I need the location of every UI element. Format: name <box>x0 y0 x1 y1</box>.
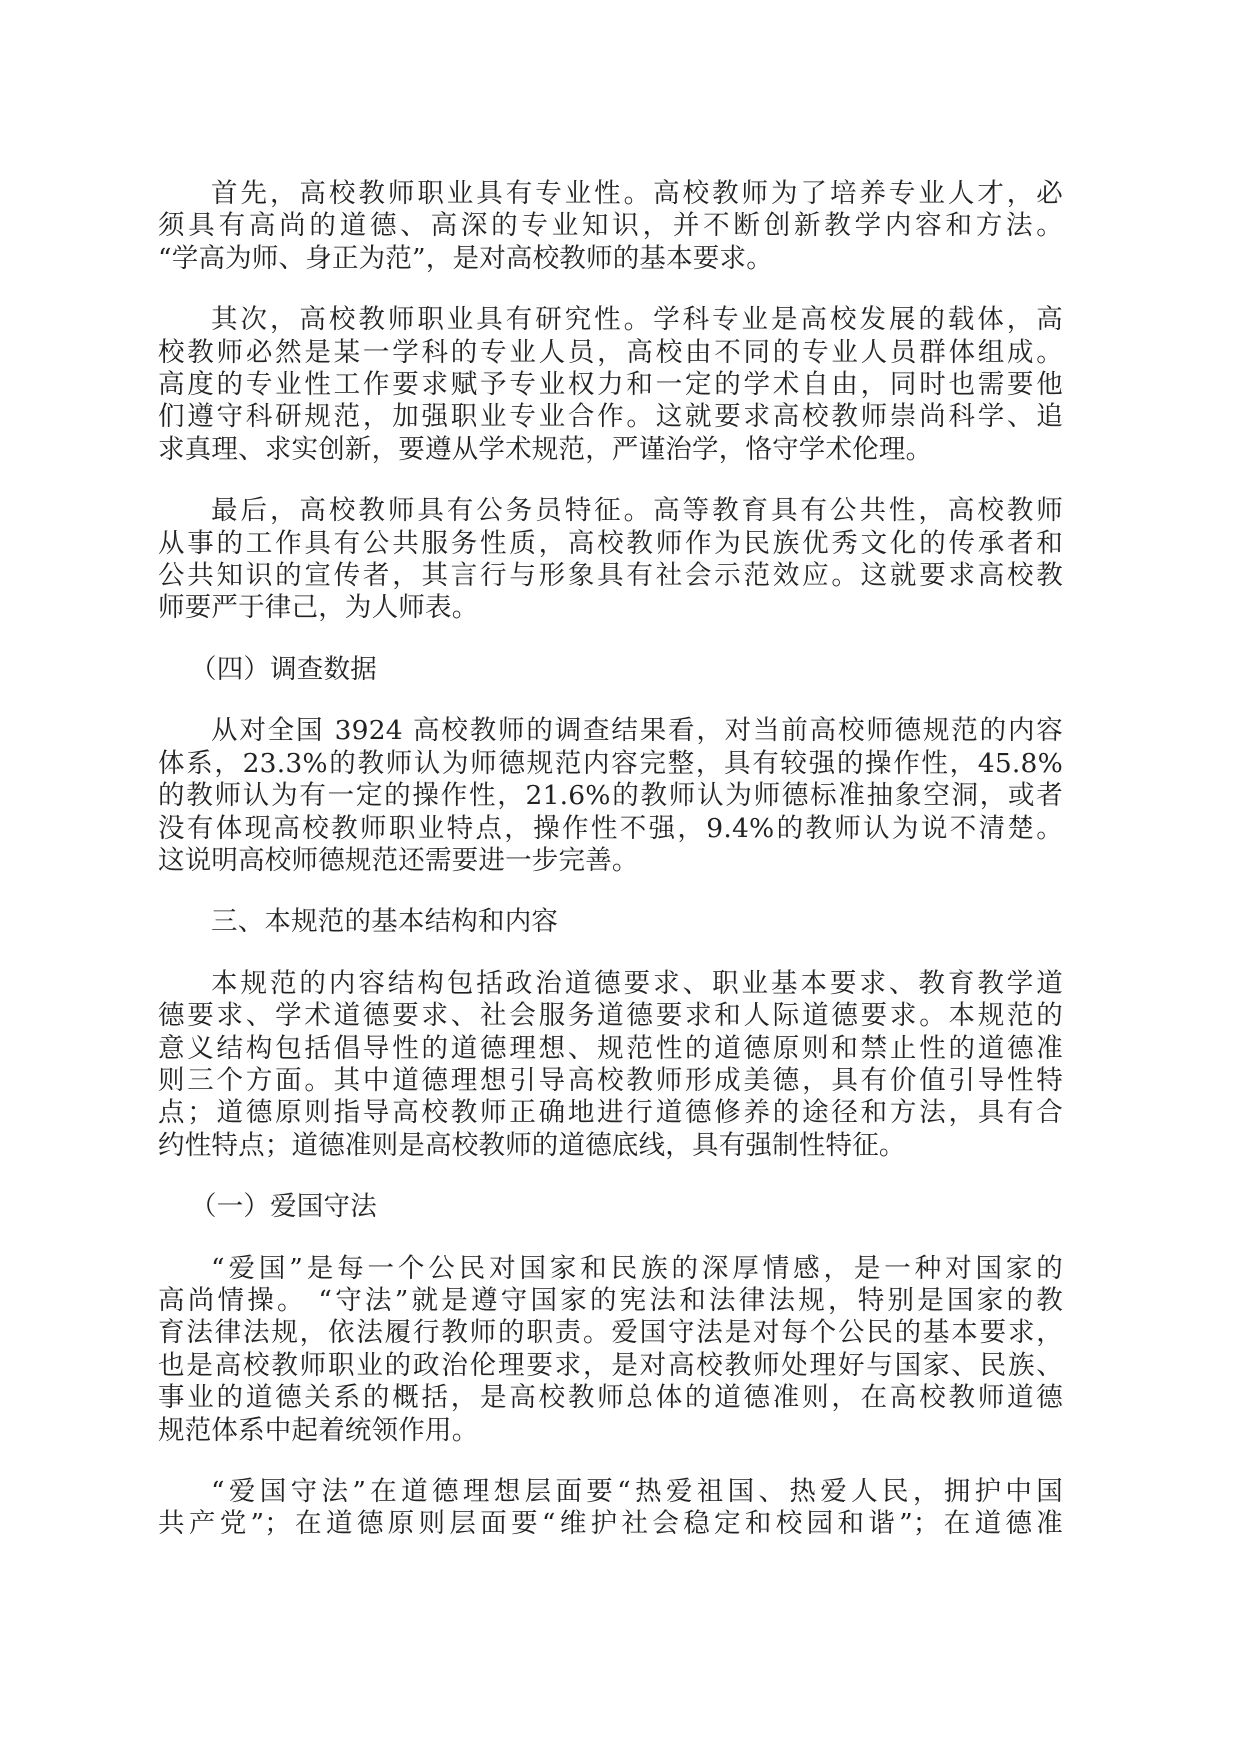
subsection-heading: （一）爱国守法 <box>190 1191 377 1223</box>
paragraph-line: 公共知识的宣传者，其言行与形象具有社会示范效应。这就要求高校教 <box>158 560 1063 592</box>
subsection-heading: （四）调查数据 <box>190 653 377 685</box>
paragraph-line: 从对全国 3924 高校教师的调查结果看，对当前高校师德规范的内容 <box>211 715 1063 747</box>
paragraph-line: 点；道德原则指导高校教师正确地进行道德修养的途径和方法，具有合 <box>158 1097 1063 1129</box>
paragraph-line: 校教师必然是某一学科的专业人员，高校由不同的专业人员群体组成。 <box>158 336 1063 368</box>
paragraph-line: 这说明高校师德规范还需要进一步完善。 <box>158 844 639 876</box>
section-heading: 三、本规范的基本结构和内容 <box>211 906 559 938</box>
paragraph-line: 共产党”；在道德原则层面要“维护社会稳定和校园和谐”；在道德准 <box>158 1508 1063 1540</box>
paragraph-line: 也是高校教师职业的政治伦理要求，是对高校教师处理好与国家、民族、 <box>158 1349 1063 1381</box>
paragraph-line: 没有体现高校教师职业特点，操作性不强，9.4%的教师认为说不清楚。 <box>158 812 1063 844</box>
paragraph <box>158 1476 1063 1541</box>
paragraph-line: 须具有高尚的道德、高深的专业知识，并不断创新教学内容和方法。 <box>158 210 1063 242</box>
paragraph-line: 们遵守科研规范，加强职业专业合作。这就要求高校教师崇尚科学、追 <box>158 401 1063 433</box>
paragraph-line: 育法律法规，依法履行教师的职责。爱国守法是对每个公民的基本要求， <box>158 1317 1063 1349</box>
paragraph-line: 规范体系中起着统领作用。 <box>158 1414 479 1446</box>
paragraph-line: 高度的专业性工作要求赋予专业权力和一定的学术自由，同时也需要他 <box>158 369 1063 401</box>
paragraph-line: 体系，23.3%的教师认为师德规范内容完整，具有较强的操作性，45.8% <box>158 747 1063 779</box>
paragraph <box>158 1253 1063 1447</box>
paragraph-line: 其次，高校教师职业具有研究性。学科专业是高校发展的载体，高 <box>211 304 1063 336</box>
paragraph-line: 最后，高校教师具有公务员特征。高等教育具有公共性，高校教师 <box>211 495 1063 527</box>
paragraph-line: 约性特点；道德准则是高校教师的道德底线，具有强制性特征。 <box>158 1129 906 1161</box>
paragraph-line: 德要求、学术道德要求、社会服务道德要求和人际道德要求。本规范的 <box>158 1000 1063 1032</box>
paragraph-line: 本规范的内容结构包括政治道德要求、职业基本要求、教育教学道 <box>211 967 1063 999</box>
paragraph-line: 的教师认为有一定的操作性，21.6%的教师认为师德标准抽象空洞，或者 <box>158 780 1063 812</box>
paragraph-line: 意义结构包括倡导性的道德理想、规范性的道德原则和禁止性的道德准 <box>158 1032 1063 1064</box>
paragraph-line: “爱国守法”在道德理想层面要“热爱祖国、热爱人民，拥护中国 <box>211 1476 1063 1507</box>
paragraph-line: 事业的道德关系的概括，是高校教师总体的道德准则，在高校教师道德 <box>158 1382 1063 1414</box>
paragraph <box>158 715 1063 877</box>
paragraph-line: 则三个方面。其中道德理想引导高校教师形成美德，具有价值引导性特 <box>158 1064 1063 1096</box>
paragraph-line: 师要严于律己，为人师表。 <box>158 592 479 624</box>
paragraph <box>158 495 1063 625</box>
paragraph <box>158 178 1063 275</box>
paragraph-line: 高尚情操。 “守法”就是遵守国家的宪法和法律法规，特别是国家的教 <box>158 1284 1063 1316</box>
paragraph <box>158 968 1063 1162</box>
document-body <box>158 178 1063 1570</box>
paragraph-line: 从事的工作具有公共服务性质，高校教师作为民族优秀文化的传承者和 <box>158 527 1063 559</box>
paragraph <box>158 304 1063 466</box>
paragraph-line: “学高为师、身正为范”，是对高校教师的基本要求。 <box>158 242 773 274</box>
paragraph-line: 求真理、求实创新，要遵从学术规范，严谨治学，恪守学术伦理。 <box>158 433 933 465</box>
paragraph-line: “爱国”是每一个公民对国家和民族的深厚情感，是一种对国家的 <box>211 1252 1063 1284</box>
paragraph-line: 首先，高校教师职业具有专业性。高校教师为了培养专业人才，必 <box>211 178 1063 209</box>
